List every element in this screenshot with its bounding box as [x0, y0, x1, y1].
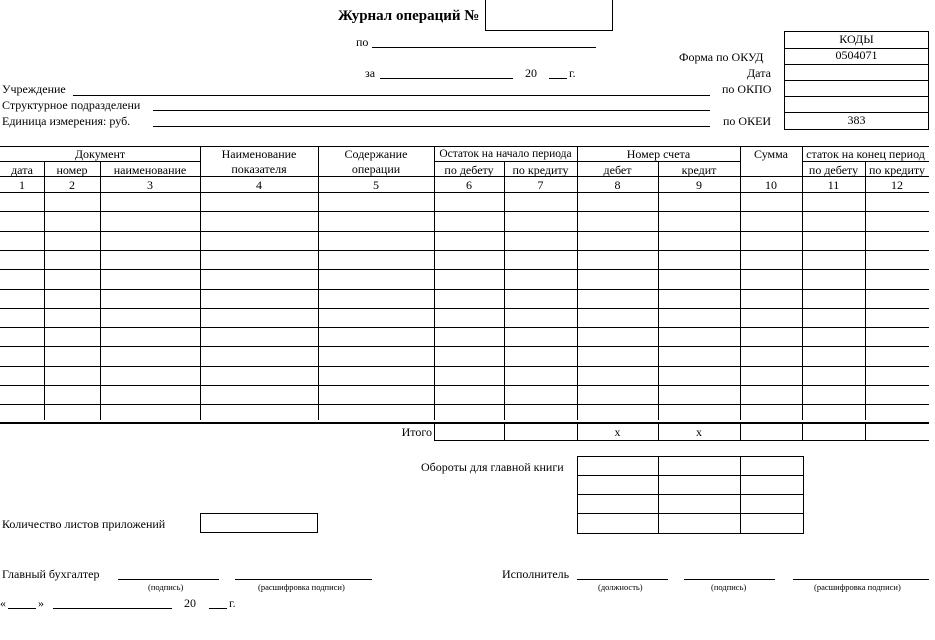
division-field[interactable] [153, 110, 710, 111]
column-header: по кредиту [868, 163, 926, 177]
total-col-rule [802, 423, 803, 440]
date-month-field[interactable] [53, 608, 172, 609]
codes-title: КОДЫ [839, 32, 874, 46]
table-rule [0, 422, 929, 424]
chief-decode-field[interactable] [235, 579, 372, 580]
table-row [0, 327, 929, 328]
table-rule [0, 192, 929, 193]
okpo-label: по ОКПО [722, 82, 772, 96]
turnover-cell[interactable] [577, 494, 659, 514]
table-row [0, 289, 929, 290]
total-label: Итого [401, 425, 432, 439]
period-field[interactable] [380, 78, 513, 79]
total-x-credit: x [696, 425, 702, 439]
column-number: 9 [696, 178, 702, 192]
turnover-cell[interactable] [577, 513, 659, 534]
total-x-debit: x [614, 425, 621, 439]
executor-position-field[interactable] [577, 579, 668, 580]
table-rule [0, 146, 929, 147]
table-rule [434, 440, 929, 441]
table-row [0, 346, 929, 347]
turnover-cell[interactable] [577, 475, 659, 495]
okud-label: Форма по ОКУД [679, 50, 764, 64]
turnover-cell[interactable] [577, 456, 659, 476]
column-header: номер [56, 163, 88, 177]
turnover-label: Обороты для главной книги [421, 460, 564, 474]
turnover-cell[interactable] [658, 456, 741, 476]
column-header: дебет [603, 163, 632, 177]
year-field[interactable] [549, 78, 567, 79]
header-end-balance: статок на конец период [806, 147, 925, 161]
total-col-rule [740, 423, 741, 440]
chief-sign-caption: (подпись) [148, 582, 184, 592]
column-header-top: Сумма [754, 147, 788, 161]
table-rule [0, 176, 929, 177]
chief-sign-field[interactable] [118, 579, 219, 580]
turnover-cell[interactable] [658, 494, 741, 514]
okud-value: 0504071 [835, 48, 878, 62]
column-number: 1 [19, 178, 25, 192]
date-year-prefix: 20 [184, 596, 196, 610]
operations-table [0, 146, 929, 442]
chief-label: Главный бухгалтер [2, 567, 100, 581]
column-header: по дебету [444, 163, 494, 177]
executor-sign-caption: (подпись) [711, 582, 747, 592]
executor-position-caption: (должность) [598, 582, 643, 592]
turnover-cell[interactable] [740, 456, 804, 476]
table-col-rule [504, 161, 505, 420]
date-day-field[interactable] [8, 608, 36, 609]
column-number: 6 [466, 178, 472, 192]
po-field[interactable] [372, 47, 596, 48]
turnover-cell[interactable] [658, 475, 741, 495]
okei-label: по ОКЕИ [723, 114, 772, 128]
turnover-cell[interactable] [740, 475, 804, 495]
column-number: 5 [373, 178, 379, 192]
column-header-top: Содержание [344, 147, 408, 161]
column-header: по кредиту [512, 163, 569, 177]
table-col-rule [658, 161, 659, 420]
table-row [0, 231, 929, 232]
table-row [0, 308, 929, 309]
table-col-rule [318, 146, 319, 420]
date-label: Дата [747, 66, 771, 80]
column-header: дата [11, 163, 33, 177]
table-col-rule [200, 146, 201, 420]
table-col-rule [740, 146, 741, 420]
table-col-rule [865, 161, 866, 420]
date-quote-close: » [38, 596, 44, 610]
okei-value: 383 [847, 113, 866, 127]
executor-label: Исполнитель [502, 567, 570, 581]
column-number: 12 [891, 178, 903, 192]
column-header: операции [351, 162, 401, 176]
institution-label: Учреждение [2, 82, 66, 96]
turnover-cell[interactable] [658, 513, 741, 534]
column-header: наименование [113, 163, 187, 177]
table-col-rule [577, 146, 578, 420]
unit-label: Единица измерения: руб. [2, 114, 131, 128]
executor-sign-field[interactable] [684, 579, 775, 580]
column-header-top: Наименование [221, 147, 297, 161]
year-prefix: 20 [525, 66, 537, 80]
table-row [0, 404, 929, 405]
date-year-field[interactable] [209, 608, 227, 609]
table-col-rule [802, 146, 803, 420]
column-header: показателя [231, 162, 287, 176]
total-col-rule [434, 423, 435, 440]
header-document: Документ [74, 147, 126, 161]
column-header: по дебету [808, 163, 859, 177]
table-col-rule [434, 146, 435, 420]
turnover-cell[interactable] [740, 494, 804, 514]
total-col-rule [865, 423, 866, 440]
po-label: по [356, 35, 369, 49]
column-number: 4 [256, 178, 262, 192]
za-label: за [365, 66, 376, 80]
date-quote-open: « [0, 596, 6, 610]
column-header: кредит [681, 163, 717, 177]
turnover-cell[interactable] [740, 513, 804, 534]
turnover-grid [577, 456, 803, 533]
date-year-suffix: г. [229, 596, 236, 610]
column-number: 7 [537, 178, 544, 192]
table-row [0, 250, 929, 251]
table-col-rule [44, 161, 45, 420]
document-title: Журнал операций № [338, 8, 480, 24]
codes-box [784, 31, 929, 130]
executor-decode-field[interactable] [793, 579, 929, 580]
table-row [0, 211, 929, 212]
year-suffix: г. [569, 66, 576, 80]
attachments-label: Количество листов приложений [2, 517, 166, 531]
table-col-rule [100, 161, 101, 420]
column-number: 11 [827, 178, 840, 192]
header-account: Номер счета [626, 147, 691, 161]
column-number: 8 [614, 178, 621, 192]
table-row [0, 269, 929, 270]
chief-decode-caption: (расшифровка подписи) [258, 582, 345, 592]
header-start-balance: Остаток на начало периода [439, 148, 572, 160]
column-number: 10 [765, 178, 777, 192]
table-row [0, 366, 929, 367]
journal-number-field[interactable] [485, 0, 613, 31]
unit-field [153, 126, 710, 127]
table-row [0, 385, 929, 386]
total-col-rule [504, 423, 505, 440]
institution-field[interactable] [73, 95, 710, 96]
table-rule [434, 161, 740, 162]
executor-decode-caption: (расшифровка подписи) [814, 582, 901, 592]
division-label: Структурное подразделени [2, 98, 141, 112]
column-number: 2 [69, 178, 75, 192]
attachments-field[interactable] [200, 513, 318, 533]
column-number: 3 [147, 178, 153, 192]
